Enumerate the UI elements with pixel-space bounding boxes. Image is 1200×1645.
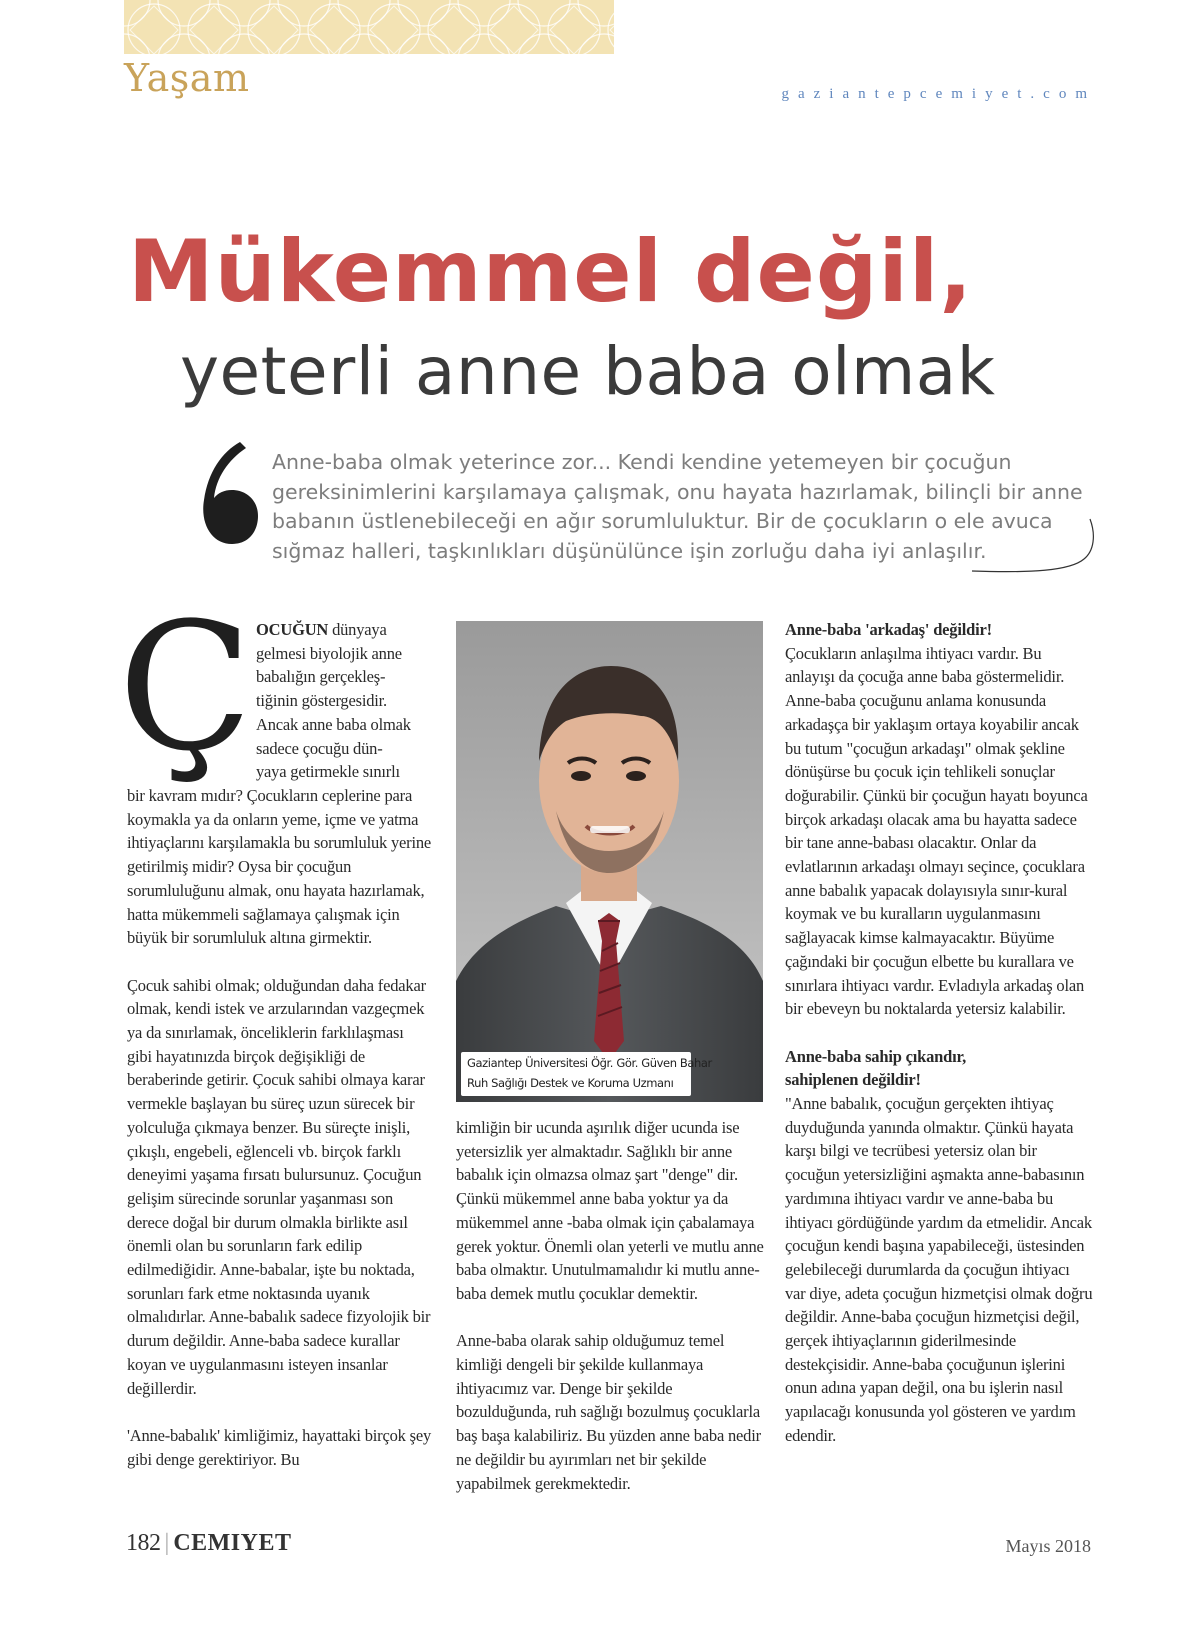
subheading: sahiplenen değildir!	[785, 1070, 921, 1090]
drop-line: yaya getirmekle sınırlı	[256, 762, 400, 782]
article-intro: Anne-baba olmak yeterince zor... Kendi kendine yetemeyen bir çocuğun gereksinimlerini karşılamaya çalışmak, onu hayata hazırlamak, bilinçli bir anne babanın üstlenebileceği en ağır sorumluluktur. Bir de çocukların o ele avuca sığmaz halleri, taşkınlıkları düşünülünce işin zorluğu daha iyi anlaşılır.	[272, 450, 1083, 563]
left-column	[127, 784, 432, 1471]
drop-line: dünyaya	[328, 620, 387, 639]
caption-line: Ruh Sağlığı Destek ve Koruma Uzmanı	[467, 1076, 674, 1090]
drop-line: babalığın gerçekleş-	[256, 667, 386, 687]
paragraph: Çocuk sahibi olmak; olduğundan daha fedakar olmak, kendi istek ve arzularından vazgeçmek ya da sınırlamak, önceliklerin farklılaşması gibi hayatınızda birçok değişikliği de beraberinde getirir. Çocuk sahibi olmaya karar vermekle başlayan bu süreç uzun sürecek bir yolculuğa çıkmaya benzer. Bu süreçte inişli, çıkışlı, engebeli, eğlenceli vb. birçok farklı deneyimi yaşama fırsatı bulursunuz. Çocuğun gelişim sürecinde sorunlar yaşanması son derece doğal bir durum olmakla birlikte asıl önemli olan bu sorunların fark edilip edilmediğidir. Anne-babalar, işte bu noktada, sorunları fark etme noktasında uyanık olmalıdırlar. Anne-babalık sadece fizyolojik bir durum değildir. Anne-baba sadece kurallar koyan ve uygulanmasını isteyen insanlar değillerdir.	[127, 975, 431, 1398]
paragraph: Anne-baba olarak sahip olduğumuz temel kimliği dengeli bir şekilde kullanmaya ihtiyacımız var. Denge bir şekilde bozulduğunda, ruh sağlığı bozulmuş çocuklarla baş başa kalabiliriz. Bu yüzden anne baba nedir ne değildir bu ayırımları net bir şekilde yapabilmek gerekmektedir.	[456, 1331, 761, 1493]
website-url: gaziantepcemiyet.com	[781, 86, 1096, 102]
intro-underline-curve	[970, 515, 1098, 577]
drop-line: Ancak anne baba olmak	[256, 714, 411, 734]
first-word: OCUĞUN	[256, 620, 329, 639]
page-number: 182	[126, 1530, 161, 1556]
paragraph: "Anne babalık, çocuğun gerçekten ihtiyaç duyduğunda yanında olmaktır. Çünkü hayata karşı bilgi ve tecrübesi yetersiz olan bir çocuğun yetersizliğini aşmakta anne-babasının yardımına ihtiyacı vardır ve anne-baba bu ihtiyacı gördüğünde yardım da etmelidir. Ancak çocuğun kendi başına yapabileceği, üstesinden gelebileceği durumlarda da çocuğun ihtiyacı var diye, adeta çocuğun hizmetçisi olmak doğru değildir. Anne-baba çocuğun hizmetçisi değil, gerçek ihtiyaçlarının giderilmesinde destekçisidir. Anne-baba çocuğunun işlerini onun adına yapan değil, ona bu işlerin nasıl yapılacağı konusunda yol gösteren ve yardım edendir.	[785, 1094, 1093, 1445]
drop-line: tiğinin göstergesidir.	[256, 691, 387, 711]
paragraph: 'Anne-babalık' kimliğimiz, hayattaki birçok şey gibi denge gerektiriyor. Bu	[127, 1425, 432, 1469]
author-photo	[456, 621, 763, 1102]
drop-cap-lines	[256, 618, 432, 784]
issue-date: Mayıs 2018	[1005, 1536, 1091, 1556]
section-label: Yaşam	[124, 56, 250, 100]
caption-line: Gaziantep Üniversitesi Öğr. Gör. Güven Bahar	[467, 1056, 712, 1070]
quote-mark-icon	[192, 438, 262, 548]
drop-cap: Ç	[118, 585, 253, 790]
middle-column	[456, 1116, 764, 1495]
photo-caption	[461, 1052, 712, 1096]
footer-divider: |	[164, 1530, 170, 1556]
subheading: Anne-baba sahip çıkandır,	[785, 1046, 967, 1066]
drop-line: sadece çocuğu dün-	[256, 738, 383, 758]
drop-line: gelmesi biyolojik anne	[256, 643, 402, 663]
paragraph: kimliğin bir ucunda aşırılık diğer ucunda ise yetersizlik yer almaktadır. Sağlıklı bir anne babalık için olmazsa olmaz şart "denge" dir. Çünkü mükemmel anne baba yoktur ya da mükemmel anne -baba olmak için çabalamaya gerek yoktur. Önemli olan yeterli ve mutlu anne baba olmaktır. Unutulmamalıdır ki mutlu anne-baba demek mutlu çocuklar demektir.	[456, 1118, 764, 1303]
article-title-sub: yeterli anne baba olmak	[180, 333, 996, 410]
header-pattern	[124, 0, 614, 54]
subheading: Anne-baba 'arkadaş' değildir!	[785, 620, 992, 639]
paragraph: bir kavram mıdır? Çocukların ceplerine para koymakla ya da onların yeme, içme ve yatma ihtiyaçlarını karşılamakla bu sorumluluk yerine getirilmiş midir? Oysa bir çocuğun sorumluluğunu almak, onu hayata hazırlamak, hatta mükemmeli sağlamaya çalışmak için büyük bir sorumluluk altına girmektir.	[127, 786, 432, 948]
article-title-main: Mükemmel değil,	[128, 222, 974, 322]
magazine-name: CEMIYET	[173, 1530, 292, 1556]
footer-page-info	[126, 1530, 292, 1557]
right-column	[785, 618, 1093, 1448]
paragraph: Çocukların anlaşılma ihtiyacı vardır. Bu anlayışı da çocuğa anne baba göstermelidir. Anne-baba çocuğunu anlama konusunda arkadaşça bir yaklaşım ortaya koyabilir ancak bu tutum "çocuğun arkadaşı" olmak şekline dönüşürse bu çocuk için tehlikeli sonuçlar doğurabilir. Çünkü bir çocuğun hayatı boyunca birçok arkadaşı olacak ama bu hayatta sadece bir tane anne-babası olacaktır. Onlar da evlatlarının arkadaşı olmayı seçince, çocuklara anne babalık yapacak dolayısıyla sınır-kural koymak ve bu kuralların uygulanmasını sağlayacak kimse kalmayacaktır. Büyüme çağındaki bir çocuğun elbette bu kurallara ve sınırlara ihtiyacı vardır. Evladıyla arkadaş olan bir ebeveyn bu noktalarda yetersiz kalabilir.	[785, 643, 1088, 1019]
